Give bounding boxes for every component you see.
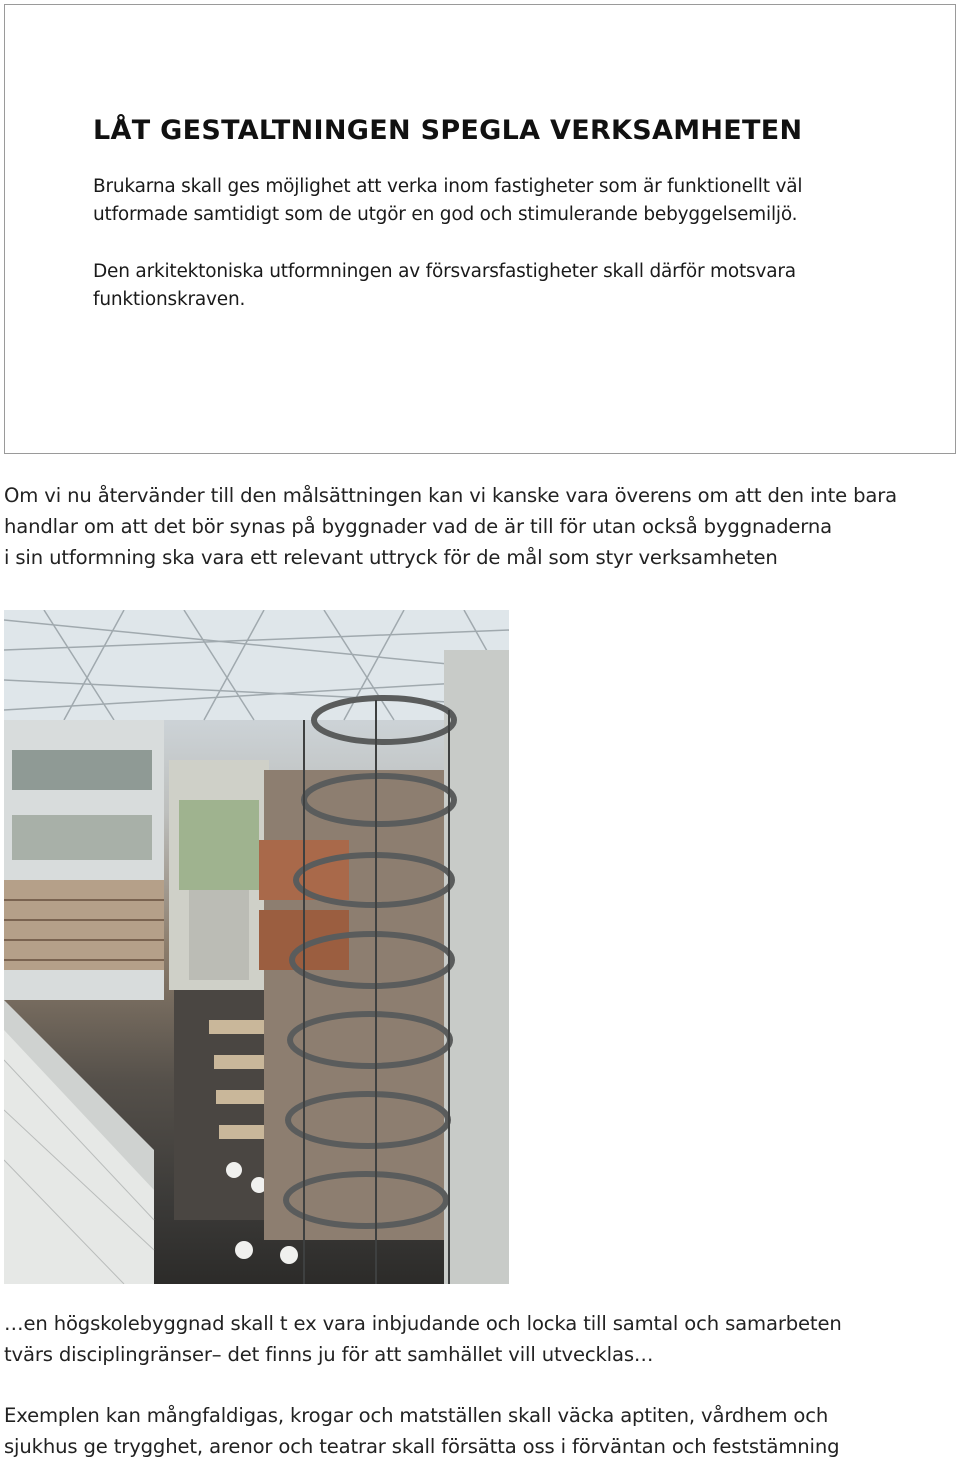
body-paragraph-1: Om vi nu återvänder till den målsättningen kan vi kanske vara överens om att den inte bara handlar om att det bör synas på byggnader vad de är till för utan också byggnaderna i sin utformning ska vara ett relevant uttryck för de mål som styr verksamheten bbox=[4, 484, 898, 569]
slide-title: LÅT GESTALTNINGEN SPEGLA VERKSAMHETEN bbox=[93, 115, 803, 146]
slide-paragraph-1: Brukarna skall ges möjlighet att verka inom fastigheter som är funktionellt väl utformade samtidigt som de utgör en god och stimulerande bebyggelsemiljö. bbox=[93, 176, 803, 225]
atrium-illustration bbox=[4, 610, 509, 1284]
slide-paragraph-2: Den arkitektoniska utformningen av försvarsfastigheter skall därför motsvara funktionskraven. bbox=[93, 261, 796, 310]
body-paragraph-2: …en högskolebyggnad skall t ex vara inbjudande och locka till samtal och samarbeten tvärs disciplingränser– det finns ju för att samhället vill utvecklas… bbox=[4, 1312, 842, 1366]
slide-box bbox=[4, 4, 956, 454]
body-paragraph-3: Exemplen kan mångfaldigas, krogar och matställen skall väcka aptiten, vårdhem och sjukhus ge trygghet, arenor och teatrar skall försätta oss i förväntan och feststämning bbox=[4, 1404, 840, 1458]
atrium-photo bbox=[4, 610, 509, 1284]
